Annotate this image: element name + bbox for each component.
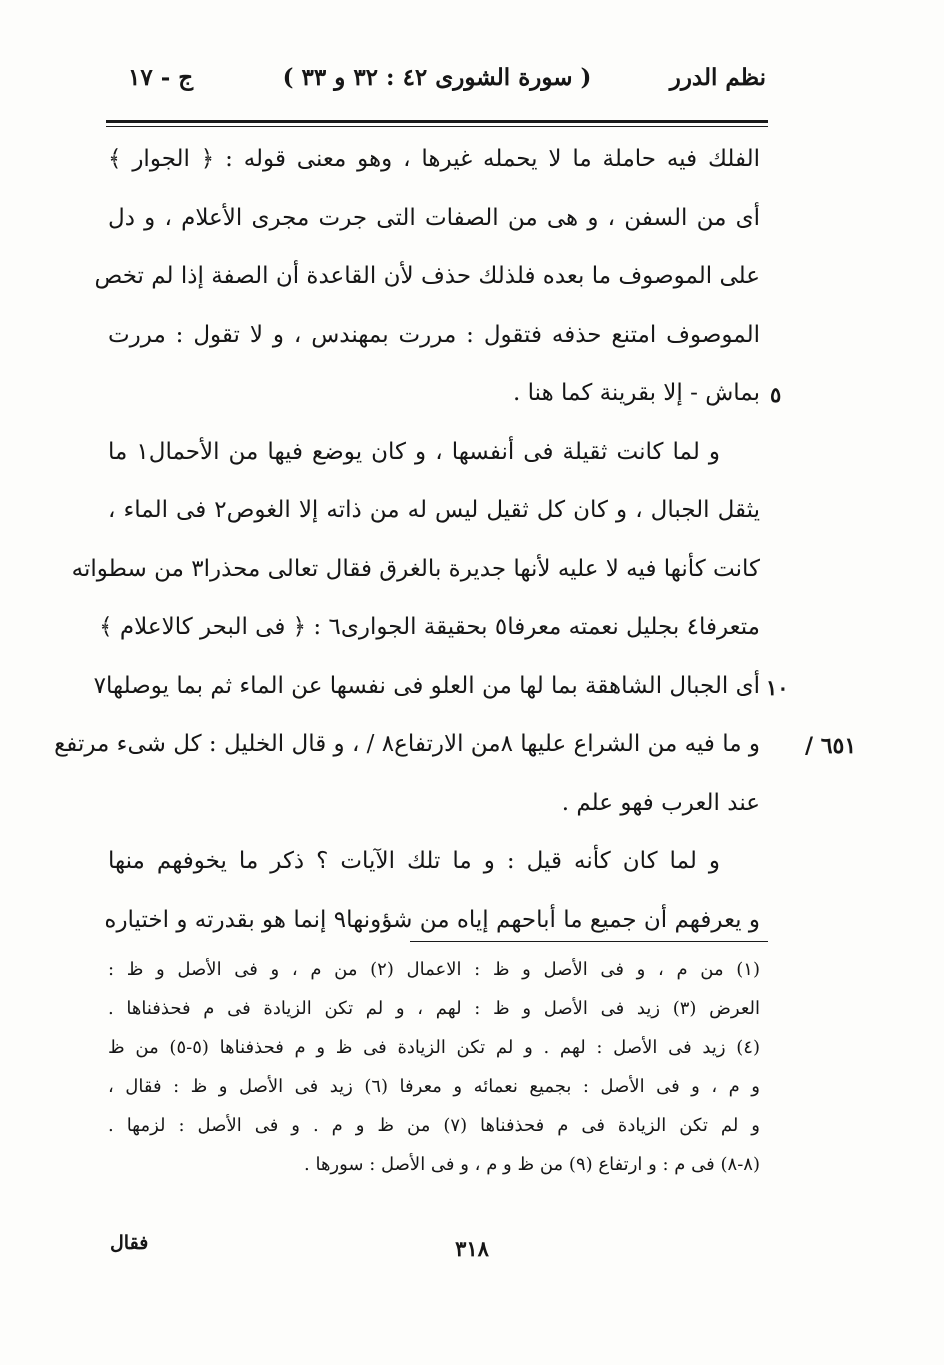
header-rule-thin [106,126,768,127]
text-line: على الموصوف ما بعده فلذلك حذف لأن القاعدة أن الصفة إذا لم تخص [94,263,760,289]
footnote-line: العرض (٣) زيد فى الأصل و ظ : لهم ، و لم تكن الزيادة فى م فحذفناها . [108,998,760,1019]
text-line: متعرفا٤ بجليل نعمته معرفا٥ بحقيقة الجوارى٦ : ﴿ فى البحر كالاعلام ﴾ [99,614,760,640]
text-line: و يعرفهم أن جميع ما أباحهم إياه من شؤونها٩ إنما هو بقدرته و اختياره [104,906,760,933]
footnote-line: و لم تكن الزيادة فى م فحذفناها (٧) من ظ و م . و فى الأصل : لزمها . [108,1115,760,1136]
margin-page-reference: / ٦٥١ [805,733,857,759]
text-line: أى من السفن ، و هى من الصفات التى جرت مجرى الأعلام ، و دل [108,204,760,231]
header-rule [106,120,768,123]
text-line: الموصوف امتنع حذفه فتقول : مررت بمهندس ، و لا تقول : مررت [108,321,760,348]
surah-reference: ( سورة الشورى ٤٢ : ٣٢ و ٣٣ ) [282,64,592,91]
footnote-line: و م ، و فى الأصل : بجميع نعمائه و معرفا (٦) زيد فى الأصل و ظ : فقال ، [108,1076,760,1097]
part-number: ج - ١٧ [128,64,194,91]
footnote-rule [410,941,768,942]
text-line: و لما كان كأنه قيل : و ما تلك الآيات ؟ ذكر ما يخوفهم منها [108,848,720,874]
text-line: عند العرب فهو علم . [561,789,760,816]
text-line: كانت كأنها فيه لا عليه لأنها جديرة بالغرق فقال تعالى محذرا٣ من سطواته [71,555,760,582]
main-text [54,130,760,949]
page-number: ٣١٨ [455,1236,489,1261]
text-line: بماش - إلا بقرينة كما هنا . [513,380,760,406]
text-line: و لما كانت ثقيلة فى أنفسها ، و كان يوضع فيها من الأحمال١ ما [108,438,720,465]
footnote-line: (١) من م ، و فى الأصل و ظ : الاعمال (٢) من م ، و فى الأصل و ظ : [108,959,760,980]
line-number-5: ٥ [770,382,782,407]
text-line: الفلك فيه حاملة ما لا يحمله غيرها ، وهو معنى قوله : ﴿ الجوار ﴾ [108,146,760,172]
text-line: أى الجبال الشاهقة بما لها من العلو فى نفسها عن الماء ثم بما يوصلها٧ [93,672,760,699]
line-number-10: ١٠ [766,675,789,700]
text-line: و ما فيه من الشراع عليها ٨من الارتفاع٨ / ، و قال الخليل : كل شىء مرتفع [54,731,760,757]
running-header [108,58,766,98]
catchword: فقال [110,1232,149,1254]
footnote-line: (٤) زيد فى الأصل : لهم . و لم تكن الزيادة فى ظ و م فحذفناها (٥-٥) من ظ [108,1037,760,1058]
text-line: يثقل الجبال ، و كان كل ثقيل ليس له من ذاته إلا الغوص٢ فى الماء ، [108,497,760,523]
footnote-line: (٨-٨) فى م : و ارتفاع (٩) من ظ و م ، و فى الأصل : سورها . [304,1154,760,1175]
footnotes [108,950,760,1184]
book-title: نظم الدرر [669,64,766,91]
